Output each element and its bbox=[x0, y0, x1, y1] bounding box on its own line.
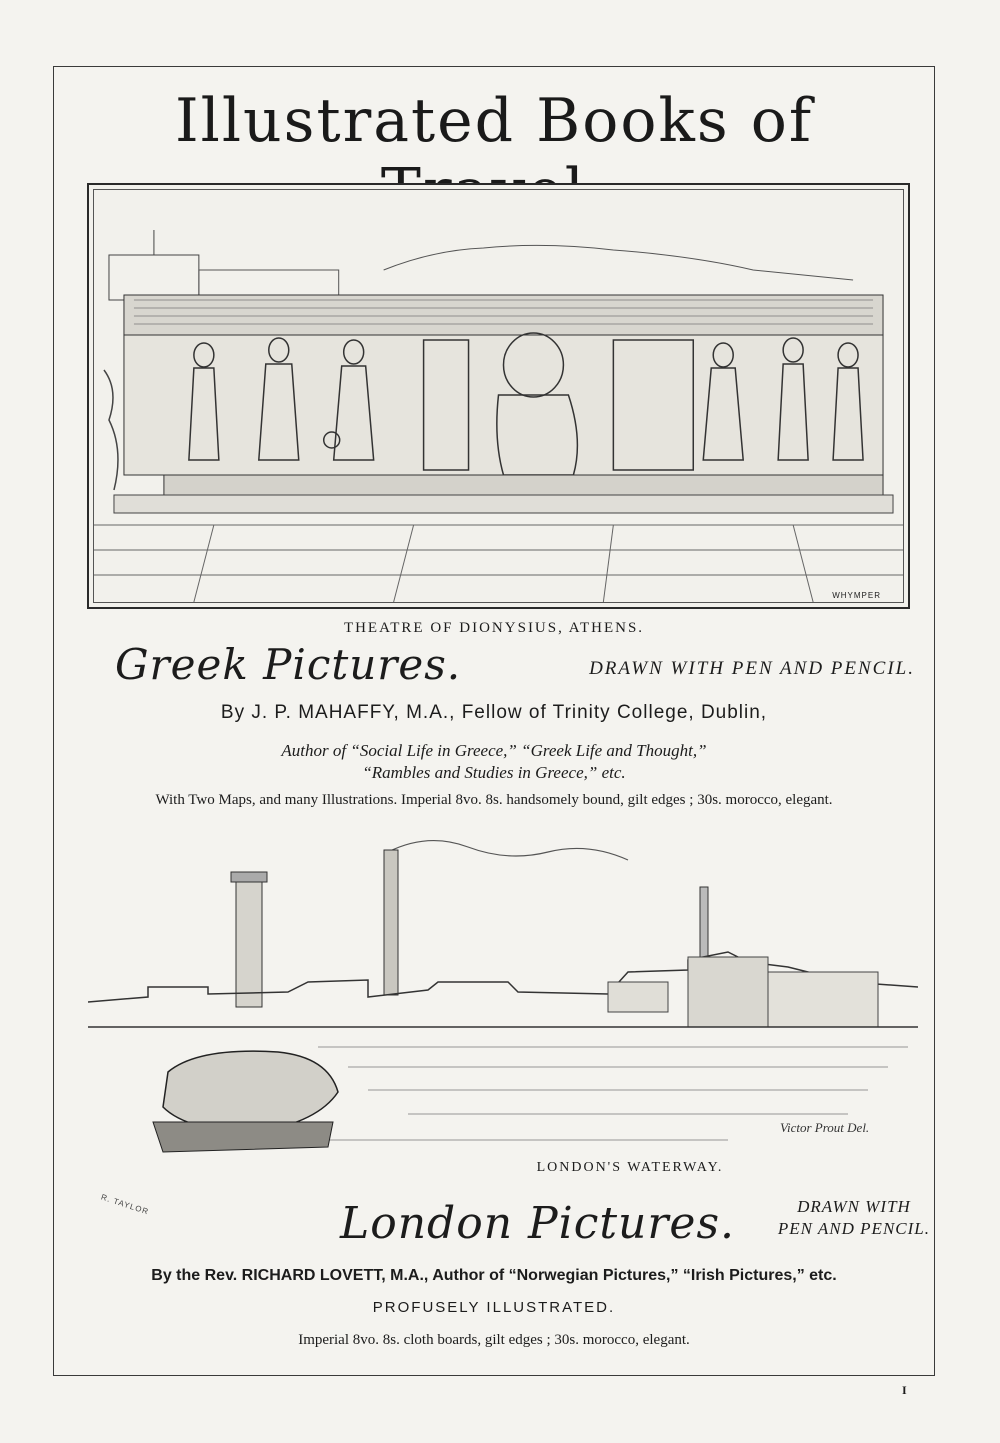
greek-subtitle: DRAWN WITH PEN AND PENCIL. bbox=[589, 658, 915, 679]
greek-byline: By J. P. MAHAFFY, M.A., Fellow of Trinity College, Dublin, bbox=[220, 702, 768, 723]
london-details: Imperial 8vo. 8s. cloth boards, gilt edges ; 30s. morocco, elegant. bbox=[298, 1332, 690, 1348]
london-title-row bbox=[340, 1190, 930, 1260]
plate2-signature: Victor Prout Del. bbox=[780, 1120, 870, 1135]
plate2-caption: LONDON'S WATERWAY. bbox=[536, 1160, 724, 1175]
plate1-signature: WHYMPER bbox=[832, 591, 881, 600]
plate1-caption: THEATRE OF DIONYSIUS, ATHENS. bbox=[343, 620, 645, 636]
greek-details: With Two Maps, and many Illustrations. Imperial 8vo. 8s. handsomely bound, gilt edges ; 30s. morocco, elegant. bbox=[155, 792, 833, 808]
london-illustrated-note: PROFUSELY ILLUSTRATED. bbox=[372, 1299, 616, 1316]
london-title: London Pictures. bbox=[340, 1198, 736, 1249]
london-subtitle-line-1: DRAWN WITH bbox=[797, 1197, 911, 1216]
greek-title-row bbox=[115, 640, 915, 696]
greek-author-note bbox=[53, 740, 935, 784]
london-subtitle-line-2: PEN AND PENCIL. bbox=[777, 1219, 930, 1238]
greek-author-line-1: Author of “Social Life in Greece,” “Greek Life and Thought,” bbox=[281, 741, 707, 760]
greek-author-line-2: “Rambles and Studies in Greece,” etc. bbox=[362, 763, 626, 782]
page-number: I bbox=[902, 1383, 907, 1397]
greek-title: Greek Pictures. bbox=[115, 640, 462, 689]
theatre-illustration bbox=[87, 183, 910, 609]
plate2-signature-2: R. TAYLOR bbox=[99, 1192, 151, 1217]
london-byline: By the Rev. RICHARD LOVETT, M.A., Author of “Norwegian Pictures,” “Irish Pictures,” etc. bbox=[151, 1267, 837, 1284]
page-heading: Illustrated Books of bbox=[174, 86, 814, 156]
london-subtitle bbox=[778, 1196, 930, 1240]
